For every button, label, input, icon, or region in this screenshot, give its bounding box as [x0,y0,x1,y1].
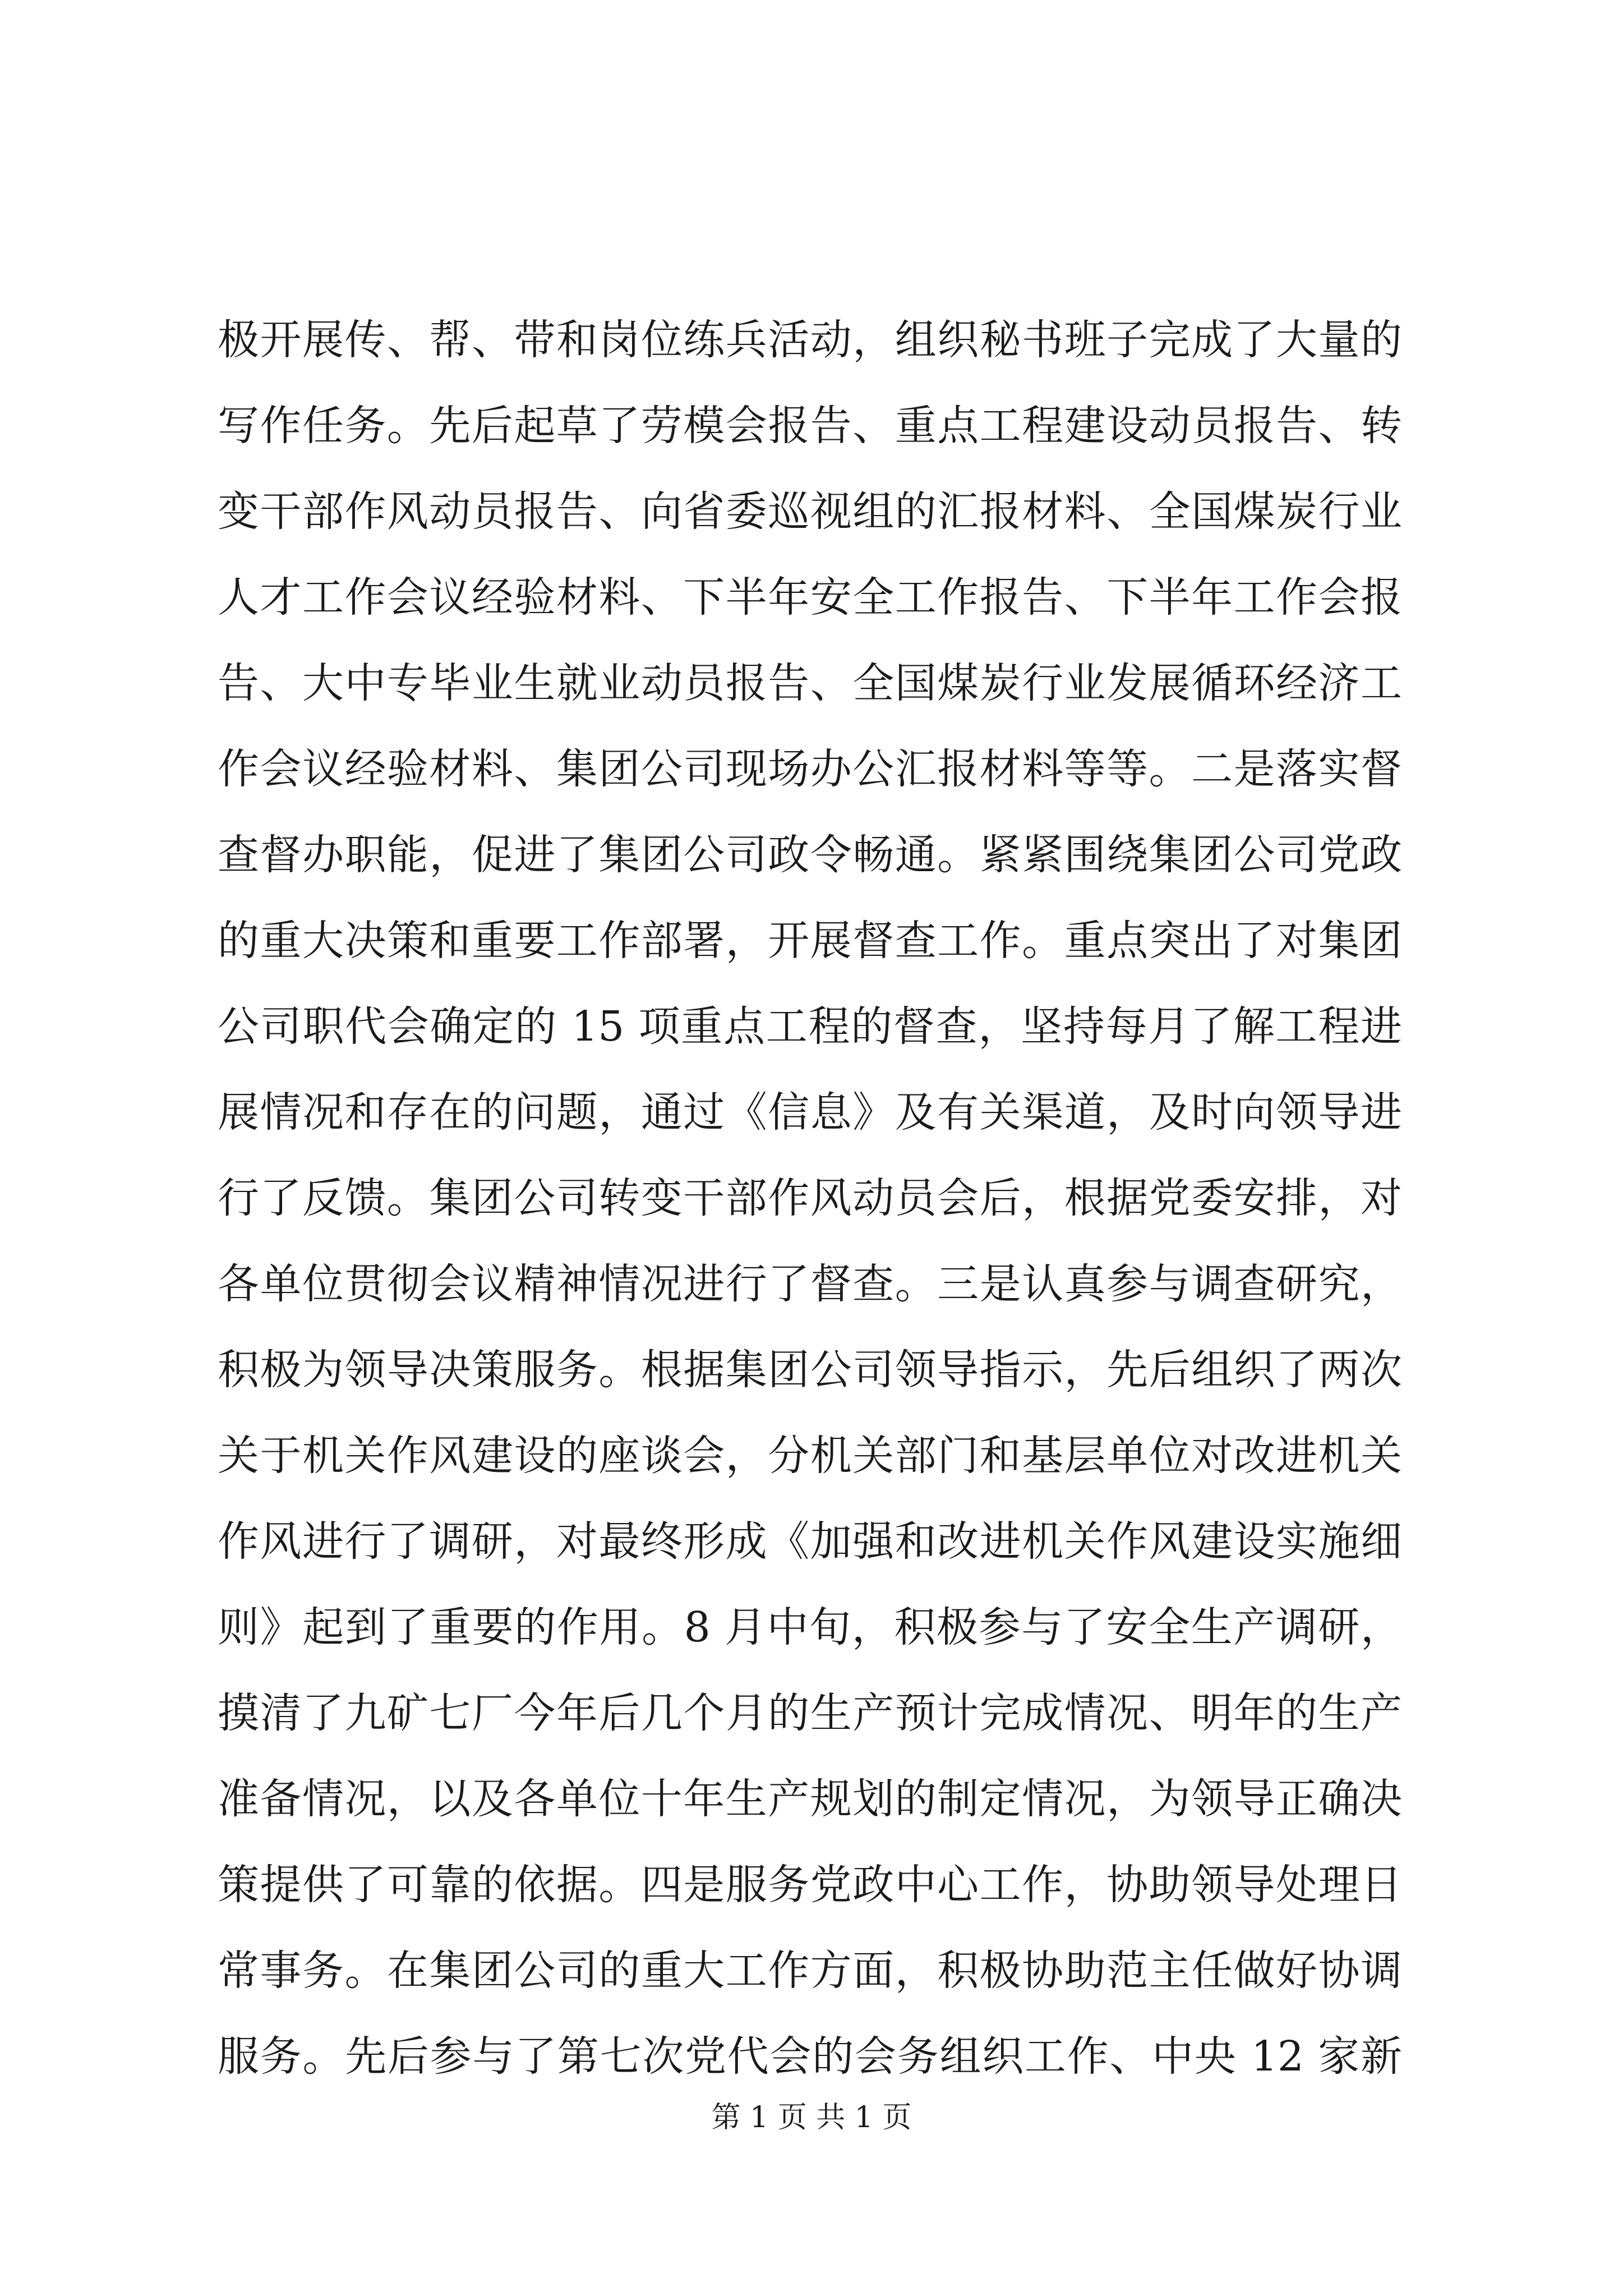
text-line: 变干部作风动员报告、向省委巡视组的汇报材料、全国煤炭行业 [218,487,1402,536]
text-line: 的重大决策和重要工作部署，开展督查工作。重点突出了对集团 [218,917,1402,965]
text-line: 写作任务。先后起草了劳模会报告、重点工程建设动员报告、转 [218,402,1402,450]
text-line: 查督办职能，促进了集团公司政令畅通。紧紧围绕集团公司党政 [218,831,1402,879]
text-line: 准备情况，以及各单位十年生产规划的制定情况，为领导正确决 [218,1775,1402,1823]
page-footer: 第 1 页 共 1 页 [711,2101,912,2134]
text-line: 作会议经验材料、集团公司现场办公汇报材料等等。二是落实督 [218,745,1402,793]
body-text [218,297,1402,2100]
text-line: 摸清了九矿七厂今年后几个月的生产预计完成情况、明年的生产 [218,1689,1402,1737]
text-line: 服务。先后参与了第七次党代会的会务组织工作、中央 12 家新 [218,2032,1402,2081]
text-line: 人才工作会议经验材料、下半年安全工作报告、下半年工作会报 [218,573,1402,622]
text-line: 各单位贯彻会议精神情况进行了督查。三是认真参与调查研究， [218,1260,1402,1308]
text-line: 行了反馈。集团公司转变干部作风动员会后，根据党委安排，对 [218,1174,1402,1222]
text-line: 则》起到了重要的作用。8 月中旬，积极参与了安全生产调研， [218,1603,1402,1651]
text-line: 告、大中专毕业生就业动员报告、全国煤炭行业发展循环经济工 [218,659,1402,707]
text-line: 公司职代会确定的 15 项重点工程的督查，坚持每月了解工程进 [218,1002,1402,1051]
text-line: 极开展传、帮、带和岗位练兵活动，组织秘书班子完成了大量的 [218,316,1402,364]
text-line: 积极为领导决策服务。根据集团公司领导指示，先后组织了两次 [218,1346,1402,1394]
text-line: 常事务。在集团公司的重大工作方面，积极协助范主任做好协调 [218,1947,1402,1995]
text-line: 展情况和存在的问题，通过《信息》及有关渠道，及时向领导进 [218,1088,1402,1137]
text-line: 作风进行了调研，对最终形成《加强和改进机关作风建设实施细 [218,1517,1402,1566]
text-line: 策提供了可靠的依据。四是服务党政中心工作，协助领导处理日 [218,1861,1402,1909]
text-line: 关于机关作风建设的座谈会，分机关部门和基层单位对改进机关 [218,1432,1402,1480]
